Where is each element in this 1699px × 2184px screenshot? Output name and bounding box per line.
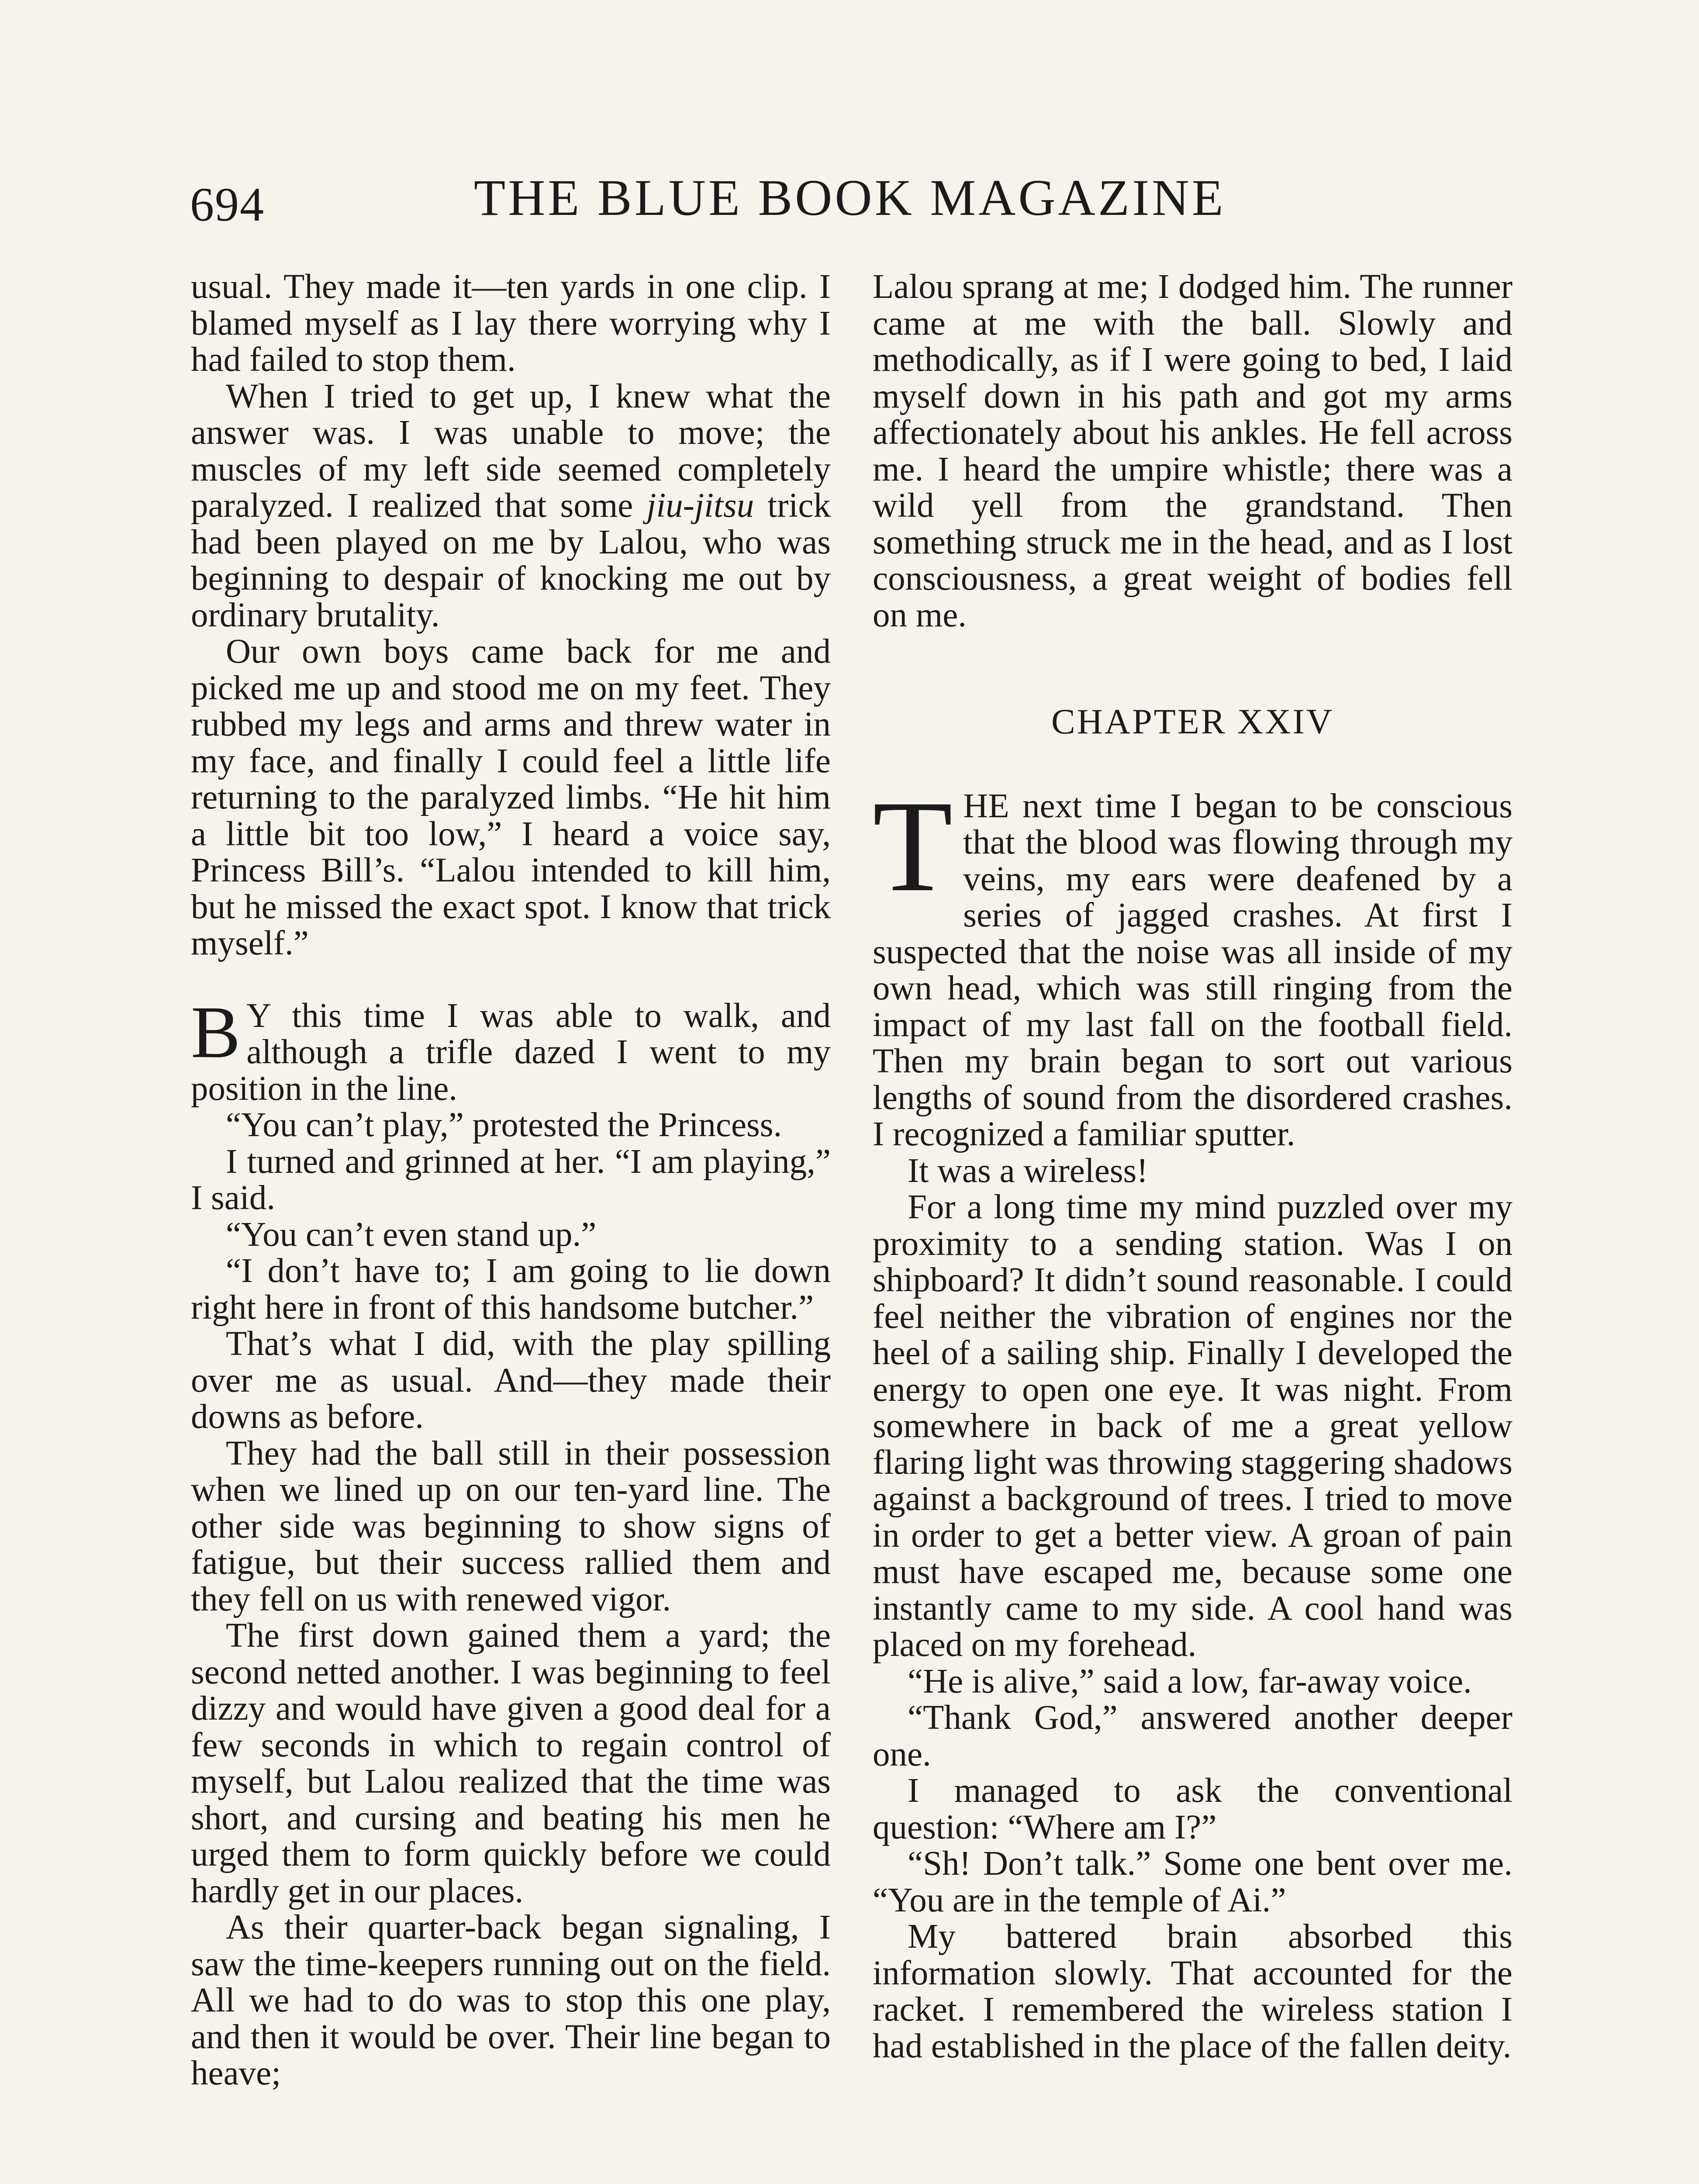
paragraph: They had the ball still in their possession when we lined up on our ten-yard line. The other side was beginning to show signs of fatigue, but their success rallied them and they fell on us with renewed vigor. [191, 1434, 831, 1618]
paragraph: That’s what I did, with the play spilling over me as usual. And—they made their downs as before. [191, 1325, 831, 1436]
paragraph-text: trick had been played on me by Lalou, who was beginning to despair of knocking me out by ordinary brutality. [191, 487, 831, 634]
paragraph: Our own boys came back for me and picked me up and stood me on my feet. They rubbed my legs and arms and threw water in my face, and finally I could feel a little life returning to the paralyzed limbs. “He hit him a little bit too low,” I heard a voice say, Princess Bill’s. “Lalou intended to kill him, but he missed the exact spot. I know that trick myself.” [191, 632, 831, 962]
paragraph-text: Y this time I was able to walk, and although a trifle dazed I went to my position in the line. [191, 996, 831, 1108]
paragraph: usual. They made it—ten yards in one clip. I blamed myself as I lay there worrying why I had failed to stop them. [191, 268, 831, 379]
drop-cap: T [873, 773, 953, 919]
paragraph: Lalou sprang at me; I dodged him. The runner came at me with the ball. Slowly and methodically, as if I were going to bed, I laid myself down in his path and got my arms affectionately about his ankles. He fell across me. I heard the umpire whistle; there was a wild yell from the grandstand. Then something struck me in the head, and as I lost consciousness, a great weight of bodies fell on me. [873, 268, 1513, 634]
drop-cap: B [191, 991, 241, 1073]
paragraph: I managed to ask the conventional question: “Where am I?” [873, 1772, 1513, 1846]
chapter-opening-paragraph [873, 773, 1513, 1153]
paragraph: As their quarter-back began signaling, I saw the time-keepers running out on the field. All we had to do was to stop this one play, and then it would be over. Their line began to heave; [191, 1908, 831, 2092]
paragraph-text: HE next time I began to be conscious that the blood was flowing through my veins, my ears were deafened by a series of jagged crashes. At first I suspected that the noise was all inside of my own head, which was still ringing from the impact of my last fall on the football field. Then my brain began to sort out various lengths of sound from the disordered crashes. I recognized a familiar sputter. [873, 787, 1513, 1153]
paragraph [191, 378, 831, 634]
paragraph: “You can’t play,” protested the Princess. [226, 1106, 782, 1144]
paragraph: My battered brain absorbed this information slowly. That accounted for the racket. I remembered the wireless station I had established in the place of the fallen deity. [873, 1918, 1513, 2065]
right-text-column [873, 269, 1513, 2184]
paragraph: “I don’t have to; I am going to lie down right here in front of this handsome butcher.” [191, 1252, 831, 1327]
paragraph: The first down gained them a yard; the second netted another. I was beginning to feel dizzy and would have given a good deal for a few seconds in which to regain control of myself, but Lalou realized that the time was short, and cursing and beating his men he urged them to form quickly before we could hardly get in our places. [191, 1617, 831, 1910]
paragraph: For a long time my mind puzzled over my proximity to a sending station. Was I on shipboard? It didn’t sound reasonable. I could feel neither the vibration of engines nor the heel of a sailing ship. Finally I developed the energy to open one eye. It was night. From somewhere in back of me a great yellow flaring light was throwing staggering shadows against a background of trees. I tried to move in order to get a better view. A groan of pain must have escaped me, because some one instantly came to my side. A cool hand was placed on my forehead. [873, 1188, 1513, 1664]
left-text-column [191, 269, 831, 2184]
paragraph: I turned and grinned at her. “I am playing,” I said. [191, 1142, 831, 1217]
paragraph: It was a wireless! [908, 1151, 1148, 1190]
page-number: 694 [190, 178, 265, 231]
paragraph: “Sh! Don’t talk.” Some one bent over me. “You are in the temple of Ai.” [873, 1845, 1513, 1919]
page-header [190, 168, 1518, 242]
paragraph: “Thank God,” answered another deeper one. [873, 1699, 1513, 1773]
section-opening-paragraph [191, 991, 831, 1108]
paragraph: “You can’t even stand up.” [226, 1215, 597, 1254]
paragraph-text: When I tried to get up, I knew what the answer was. I was unable to move; the muscles of my left side seemed completely paralyzed. I realized that some [191, 377, 831, 525]
magazine-title: THE BLUE BOOK MAGAZINE [474, 169, 1226, 226]
paragraph: “He is alive,” said a low, far-away voice. [908, 1662, 1472, 1700]
italic-term: jiu-jitsu [646, 487, 754, 525]
chapter-heading: CHAPTER XXIV [1051, 702, 1334, 741]
